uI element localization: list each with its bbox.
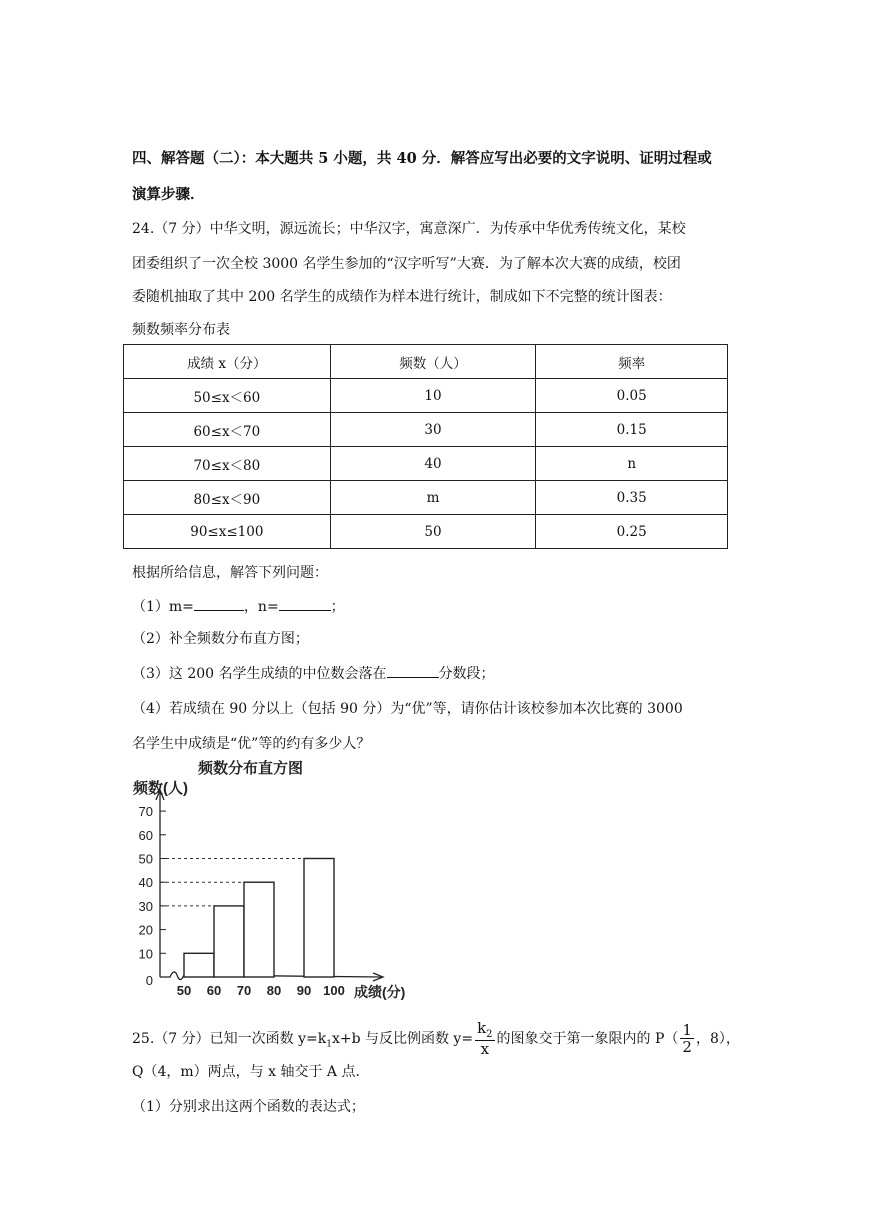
fraction-one-half [680,1022,694,1056]
table-cell: 80≤x＜90 [124,481,331,515]
table-header-cell: 频率 [536,345,728,379]
table-cell: n [536,447,728,481]
y-tick-label: 60 [138,827,153,843]
part1-label-n: ，n= [243,599,279,615]
frequency-histogram [125,752,415,1002]
q25-line2: Q（4，m）两点，与 x 轴交于 A 点． [132,1064,370,1080]
table-cell: 70≤x＜80 [124,447,331,481]
q25-text-a: 25.（7 分）已知一次函数 y=k [132,1030,327,1047]
table-cell: 10 [330,379,536,413]
answer-blank-n[interactable] [279,596,331,611]
table-cell: m [330,481,536,515]
histogram-bar [184,953,214,977]
frac-k-sub: 2 [486,1029,493,1040]
y-tick-label: 50 [138,851,153,867]
answer-blank-m[interactable] [194,596,244,611]
x-tick-label: 100 [323,983,345,998]
part1-end: ； [330,599,345,615]
fraction-k2-over-x [475,1020,494,1058]
q25-line1 [132,1020,740,1058]
q24-intro: 根据所给信息，解答下列问题： [132,565,328,581]
part1-label-m: （1）m= [132,599,194,615]
y-tick-label: 10 [138,946,153,962]
frac-one: 1 [682,1020,692,1039]
table-cell: 0.25 [536,515,728,549]
table-row [124,379,728,413]
q24-text-line3: 委随机抽取了其中 200 名学生的成绩作为样本进行统计，制成如下不完整的统计图表： [132,289,672,305]
answer-blank-median[interactable] [387,663,439,678]
y-tick-label: 30 [138,898,153,914]
table-cell: 0.35 [536,481,728,515]
q25-subscript-1: 1 [326,1039,332,1050]
q24-part4-line2: 名学生中成绩是“优”等的约有多少人？ [132,736,371,752]
table-cell: 90≤x≤100 [124,515,331,549]
q25-text-d: ，8）， [695,1030,740,1047]
y-tick-label: 0 [145,973,153,988]
q24-text-line2: 团委组织了一次全校 3000 名学生参加的“汉字听写”大赛．为了解本次大赛的成绩，校团 [132,256,681,272]
x-axis-label: 成绩(分) [354,984,406,1000]
frac-k: k [477,1019,487,1037]
table-row [124,515,728,549]
histogram-bar [304,859,334,978]
y-tick-label: 40 [138,875,153,891]
frequency-table [123,344,728,549]
q24-part1 [132,596,345,616]
histogram-bar [214,906,244,977]
x-tick-label: 90 [296,983,312,998]
table-header-cell: 成绩 x（分） [124,345,331,379]
part3-text-b: 分数段； [438,666,495,682]
q24-text-line1: 24.（7 分）中华文明，源远流长；中华汉字，寓意深广．为传承中华优秀传统文化，某校 [132,221,686,237]
y-tick-label: 70 [138,804,153,820]
section-heading-line2: 演算步骤． [132,186,205,203]
q24-part4-line1: （4）若成绩在 90 分以上（包括 90 分）为“优”等，请你估计该校参加本次比赛的 3000 [132,701,683,717]
part3-text-a: （3）这 200 名学生成绩的中位数会落在 [132,666,387,682]
table-title: 频数频率分布表 [132,322,230,338]
q25-text-c: 的图象交于第一象限内的 P（ [496,1030,679,1047]
frac-x: x [480,1040,490,1058]
table-cell: 30 [330,413,536,447]
table-row [124,413,728,447]
table-cell: 0.15 [536,413,728,447]
table-cell: 0.05 [536,379,728,413]
histogram-bar [244,882,274,977]
q25-line3: （1）分别求出这两个函数的表达式； [132,1099,365,1115]
chart-title: 频数分布直方图 [198,760,304,777]
table-cell: 50 [330,515,536,549]
table-cell: 50≤x＜60 [124,379,331,413]
table-row [124,447,728,481]
table-cell: 40 [330,447,536,481]
x-tick-label: 70 [236,983,252,998]
table-header-cell: 频数（人） [330,345,536,379]
x-tick-label: 60 [206,983,222,998]
q24-part2: （2）补全频数分布直方图； [132,631,309,647]
table-cell: 60≤x＜70 [124,413,331,447]
q25-text-b: x+b 与反比例函数 y= [331,1030,474,1047]
x-tick-label: 80 [266,983,282,998]
table-header-row [124,345,728,379]
frac-two: 2 [682,1038,692,1057]
table-row [124,481,728,515]
section-heading-line1: 四、解答题（二）：本大题共 5 小题，共 40 分．解答应写出必要的文字说明、证明过程或 [132,150,712,167]
y-axis-label: 频数(人) [133,780,188,797]
x-tick-label: 50 [176,983,192,998]
q24-part3 [132,663,495,683]
y-tick-label: 20 [138,922,153,938]
